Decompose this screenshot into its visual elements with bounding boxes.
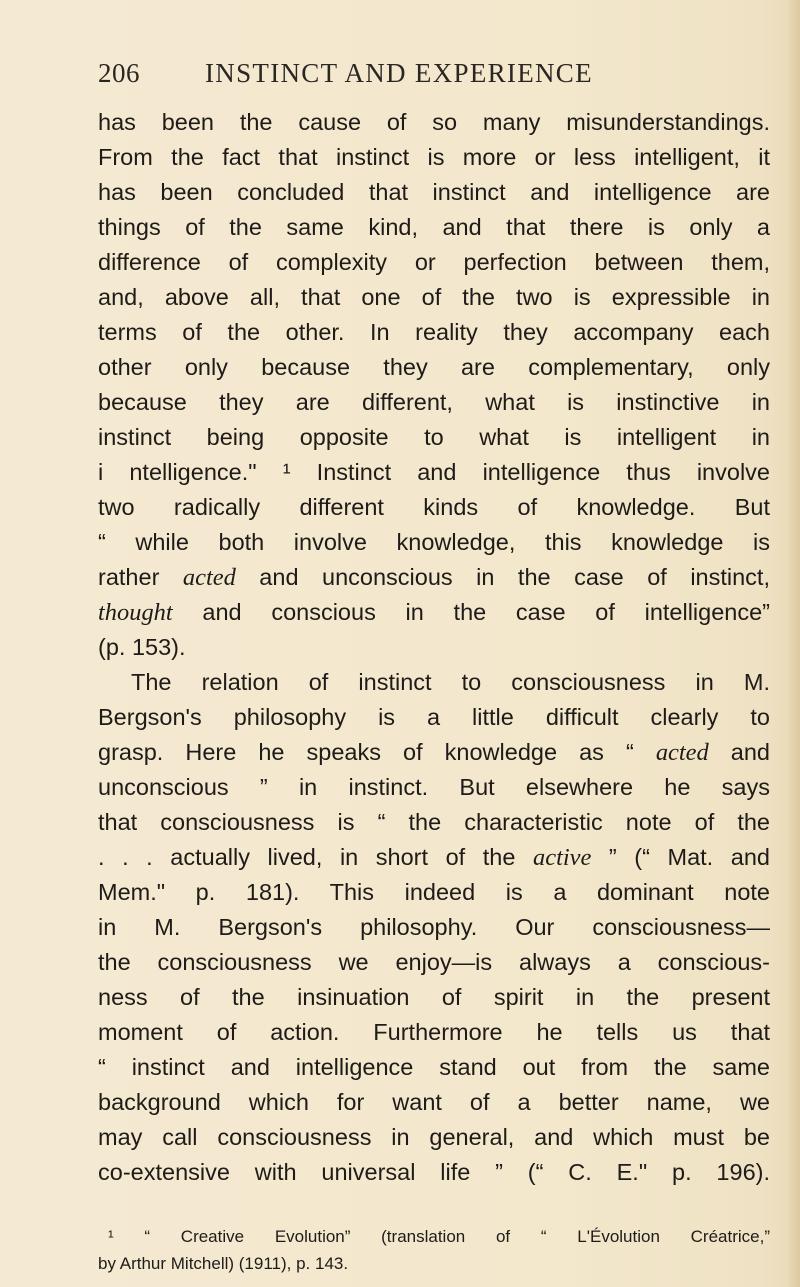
- page-header: [98, 58, 718, 98]
- text-line: has been concluded that instinct and intelligence are: [98, 179, 770, 205]
- text-line: i ntelligence." ¹ Instinct and intelligence thus involve: [98, 459, 770, 485]
- italic-word: acted: [655, 739, 709, 766]
- text-line: ness of the insinuation of spirit in the present: [98, 984, 770, 1010]
- text-line: . . . actually lived, in short of the active ” (“ Mat. and: [98, 844, 770, 871]
- page-number: 206: [98, 58, 140, 88]
- text-line: terms of the other. In reality they accompany each: [98, 319, 770, 345]
- text-line: may call consciousness in general, and which must be: [98, 1124, 770, 1150]
- text-line: (p. 153).: [98, 634, 186, 660]
- text-line: The relation of instinct to consciousness in M.: [131, 669, 770, 695]
- text-line: unconscious ” in instinct. But elsewhere he says: [98, 774, 770, 800]
- text-line: Mem." p. 181). This indeed is a dominant note: [98, 879, 770, 905]
- text-line: difference of complexity or perfection between them,: [98, 249, 770, 275]
- text-line: instinct being opposite to what is intelligent in: [98, 424, 770, 450]
- text-line: co-extensive with universal life ” (“ C. E." p. 196).: [98, 1159, 770, 1185]
- italic-word: active: [533, 844, 592, 871]
- italic-word: acted: [182, 564, 236, 591]
- text-line: and, above all, that one of the two is expressible in: [98, 284, 770, 310]
- text-line: background which for want of a better name, we: [98, 1089, 770, 1115]
- text-line: thought and conscious in the case of intelligence”: [98, 599, 770, 626]
- footnote-line: ¹ “ Creative Evolution” (translation of “ L'Évolution Créatrice,”: [108, 1227, 770, 1246]
- text-line: two radically different kinds of knowledge. But: [98, 494, 770, 520]
- running-head: INSTINCT AND EXPERIENCE: [205, 58, 593, 88]
- text-line: grasp. Here he speaks of knowledge as “ acted and: [98, 739, 770, 766]
- text-line: “ instinct and intelligence stand out from the same: [98, 1054, 770, 1080]
- page-edge-shadow: [786, 0, 800, 1287]
- text-line: in M. Bergson's philosophy. Our consciousness—: [98, 914, 770, 940]
- text-line: moment of action. Furthermore he tells us that: [98, 1019, 770, 1045]
- body-text: [98, 105, 770, 1190]
- text-line: the consciousness we enjoy—is always a conscious-: [98, 949, 770, 975]
- text-line: because they are different, what is instinctive in: [98, 389, 770, 415]
- text-line: has been the cause of so many misunderstandings.: [98, 109, 770, 135]
- text-line: that consciousness is “ the characteristic note of the: [98, 809, 770, 835]
- text-line: From the fact that instinct is more or less intelligent, it: [98, 144, 770, 170]
- footnote: [98, 1223, 770, 1277]
- text-line: other only because they are complementary, only: [98, 354, 770, 380]
- text-line: Bergson's philosophy is a little difficult clearly to: [98, 704, 770, 730]
- footnote-line: by Arthur Mitchell) (1911), p. 143.: [98, 1254, 349, 1273]
- italic-word: thought: [98, 599, 173, 626]
- text-line: rather acted and unconscious in the case of instinct,: [98, 564, 770, 591]
- text-line: “ while both involve knowledge, this knowledge is: [98, 529, 770, 555]
- text-line: things of the same kind, and that there is only a: [98, 214, 770, 240]
